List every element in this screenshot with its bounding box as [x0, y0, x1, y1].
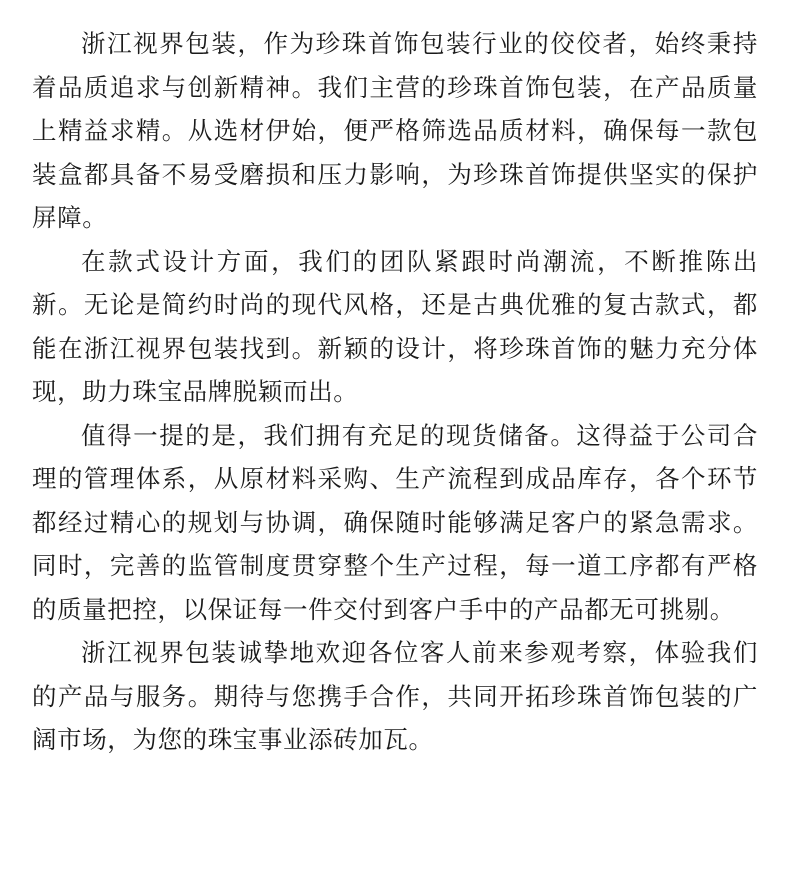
paragraph-welcome: 浙江视界包装诚挚地欢迎各位客人前来参观考察，体验我们的产品与服务。期待与您携手合作，共同开拓珍珠首饰包装的广阔市场，为您的珠宝事业添砖加瓦。	[32, 638, 758, 754]
paragraph-stock: 值得一提的是，我们拥有充足的现货储备。这得益于公司合理的管理体系，从原材料采购、生产流程到成品库存，各个环节都经过精心的规划与协调，确保随时能够满足客户的紧急需求。同时，完善的监管制度贯穿整个生产过程，每一道工序都有严格的质量把控，以保证每一件交付到客户手中的产品都无可挑剔。	[32, 420, 758, 624]
paragraph-intro: 浙江视界包装，作为珍珠首饰包装行业的佼佼者，始终秉持着品质追求与创新精神。我们主营的珍珠首饰包装，在产品质量上精益求精。从选材伊始，便严格筛选品质材料，确保每一款包装盒都具备不易受磨损和压力影响，为珍珠首饰提供坚实的保护屏障。	[32, 29, 758, 232]
paragraph-design: 在款式设计方面，我们的团队紧跟时尚潮流，不断推陈出新。无论是简约时尚的现代风格，还是古典优雅的复古款式，都能在浙江视界包装找到。新颖的设计，将珍珠首饰的魅力充分体现，助力珠宝品牌脱颖而出。	[32, 246, 758, 406]
article-body	[32, 22, 758, 762]
